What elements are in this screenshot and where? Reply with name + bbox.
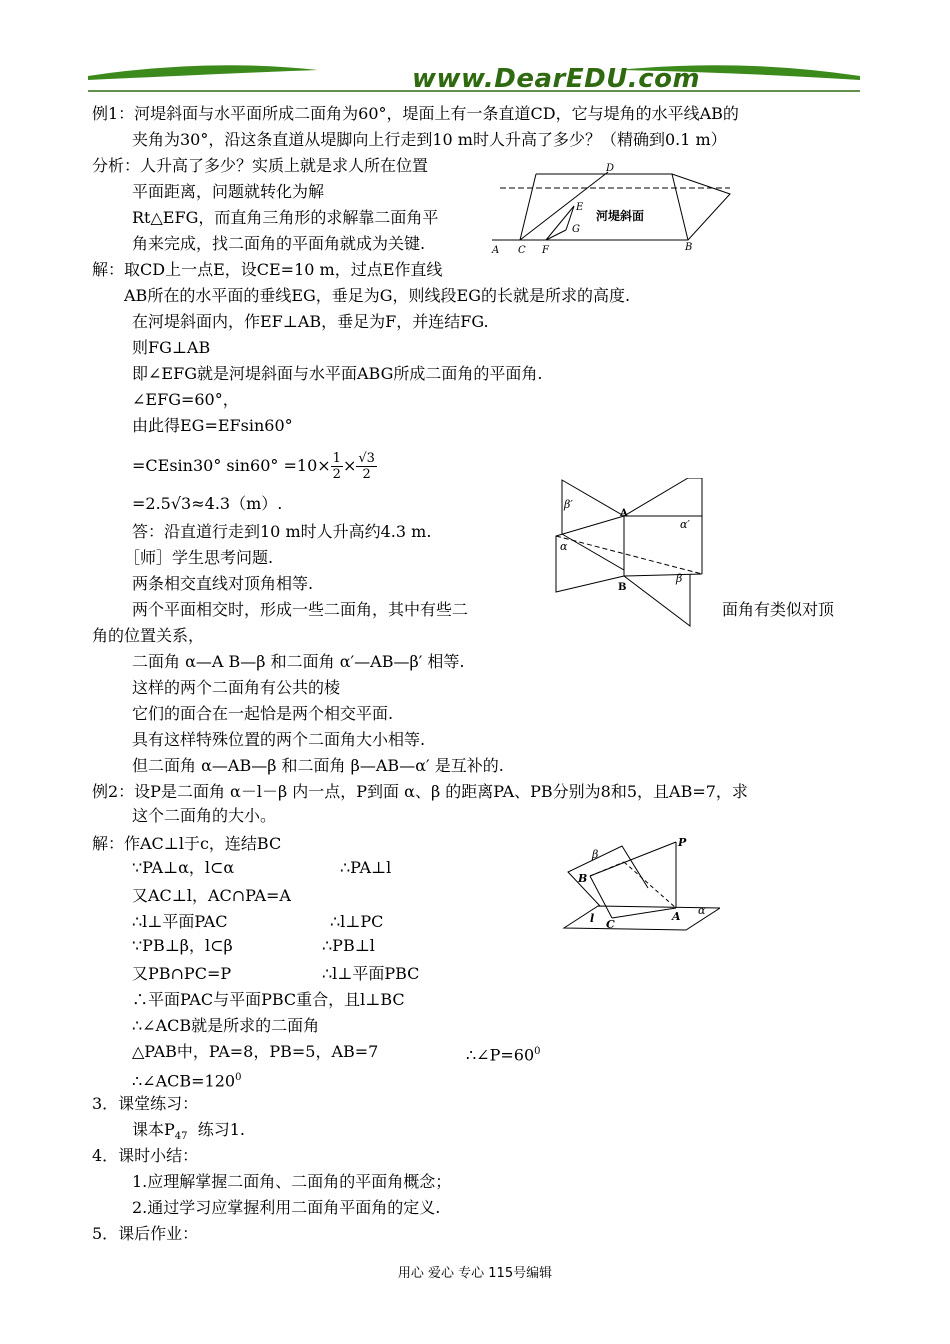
teacher-line-8: 具有这样特殊位置的两个二面角大小相等.: [132, 730, 426, 749]
ex2-solution-6a: 又PB∩PC=P: [132, 964, 232, 983]
fig1-point-c: C: [518, 245, 526, 256]
fig1-point-d: D: [606, 163, 615, 174]
section-3-title: 3．课堂练习：: [92, 1094, 199, 1113]
ex2-solution-2a: ∵PA⊥α，l⊂α: [132, 858, 235, 877]
ex1-analysis-1: 分析：人升高了多少？实质上就是求人所在位置: [92, 156, 429, 175]
fraction-1-numerator: 1: [332, 451, 341, 466]
textbook-ref: 课本P: [132, 1120, 175, 1139]
section-5-title: 5．课后作业：: [92, 1224, 199, 1243]
ex1-solution-9: =2.5√3≈4.3（m）.: [132, 494, 283, 513]
fig3-point-p: P: [678, 836, 687, 849]
ex2-line-2: 这个二面角的大小。: [132, 806, 277, 825]
teacher-line-6: 这样的两个二面角有公共的棱: [132, 678, 341, 697]
ex2-solution-4b: ∴l⊥PC: [330, 912, 384, 931]
fig1-point-e: E: [576, 202, 584, 213]
ex2-solution-5a: ∵PB⊥β，l⊂β: [132, 936, 233, 955]
ex1-solution-8: [132, 446, 377, 486]
times-sign: ×: [342, 456, 357, 475]
ex2-solution-8: ∴∠ACB就是所求的二面角: [132, 1016, 320, 1035]
fig1-point-b: B: [685, 242, 693, 253]
exercise-ref: 练习1.: [187, 1120, 245, 1139]
ex1-answer: 答：沿直道行走到10 m时人升高约4.3 m.: [132, 522, 432, 541]
ex1-solution-1: 解：取CD上一点E，设CE=10 m，过点E作直线: [92, 260, 443, 279]
fig2-label-beta: β: [676, 572, 683, 585]
ex1-solution-7: 由此得EG=EFsin60°: [132, 416, 293, 435]
fig3-label-alpha: α: [698, 904, 706, 917]
ex1-solution-5: 即∠EFG就是河堤斜面与水平面ABG所成二面角的平面角.: [132, 364, 543, 383]
fig2-label-beta-prime: β′: [564, 498, 573, 511]
fraction-root3-over-2: [356, 451, 377, 482]
embankment-figure: [490, 160, 740, 260]
angle-acb-value: ∴∠ACB=120: [132, 1071, 236, 1091]
teacher-line-2: 两条相交直线对顶角相等.: [132, 574, 314, 593]
ex1-solution-3: 在河堤斜面内，作EF⊥AB，垂足为F，并连结FG.: [132, 312, 489, 331]
page-subscript: 47: [174, 1131, 188, 1143]
ex2-solution-9a: △PAB中，PA=8，PB=5，AB=7: [132, 1042, 379, 1061]
fraction-one-half: [331, 451, 343, 482]
ex2-solution-4a: ∴l⊥平面PAC: [132, 912, 228, 931]
teacher-line-3b: 面角有类似对顶: [722, 600, 835, 619]
fig1-point-a: A: [492, 245, 500, 256]
site-brand: www.DearEDU.com: [412, 64, 701, 94]
teacher-line-3a: 两个平面相交时，形成一些二面角，其中有些二: [132, 600, 469, 619]
site-header: [88, 58, 860, 98]
dihedral-point-figure: [560, 832, 720, 934]
fig2-label-alpha: α: [560, 540, 568, 553]
fig1-point-f: F: [542, 245, 549, 256]
ex2-solution-1: 解：作AC⊥l于c，连结BC: [92, 834, 282, 853]
fig3-label-beta: β: [592, 848, 599, 861]
ex2-solution-7: ∴平面PAC与平面PBC重合，且l⊥BC: [132, 990, 405, 1009]
ex2-solution-6b: ∴l⊥平面PBC: [322, 964, 420, 983]
ex1-analysis-4: 角来完成，找二面角的平面角就成为关键.: [132, 234, 426, 253]
teacher-line-7: 它们的面合在一起恰是两个相交平面.: [132, 704, 394, 723]
degree-mark: 0: [534, 1046, 541, 1057]
fig2-label-alpha-prime: α′: [680, 518, 690, 531]
fraction-2-numerator: √3: [358, 451, 375, 466]
fig2-point-b: B: [618, 582, 627, 593]
ex2-solution-9b: [466, 1042, 541, 1065]
teacher-line-9: 但二面角 α—AB—β 和二面角 β—AB—α′ 是互补的.: [132, 756, 504, 775]
angle-p-value: ∴∠P=60: [466, 1045, 535, 1065]
fig1-label: 河堤斜面: [596, 209, 645, 223]
ex1-solution-2: AB所在的水平面的垂线EG，垂足为G，则线段EG的长就是所求的高度.: [124, 286, 631, 305]
ex2-solution-3: 又AC⊥l，AC∩PA=A: [132, 886, 291, 905]
ex1-analysis-2: 平面距离，问题就转化为解: [132, 182, 325, 201]
teacher-line-4: 角的位置关系，: [92, 626, 205, 645]
section-4-title: 4．课时小结：: [92, 1146, 199, 1165]
ex1-formula-text: =CEsin30° sin60° =10×: [132, 456, 331, 475]
section-4-item-2: 2.通过学习应掌握利用二面角平面角的定义.: [132, 1198, 441, 1217]
section-4-item-1: 1.应理解掌握二面角、二面角的平面角概念；: [132, 1172, 452, 1191]
ex2-solution-2b: ∴PA⊥l: [340, 858, 392, 877]
fig3-point-a: A: [672, 910, 681, 923]
ex2-solution-5b: ∴PB⊥l: [322, 936, 375, 955]
page-footer: 用心 爱心 专心 115号编辑: [397, 1266, 553, 1281]
ex1-solution-4: 则FG⊥AB: [132, 338, 211, 357]
ex1-line-2: 夹角为30°，沿这条直道从堤脚向上行走到10 m时人升高了多少？（精确到0.1 m）: [132, 130, 727, 149]
ex1-line-1: 例1：河堤斜面与水平面所成二面角为60°，堤面上有一条直道CD，它与堤角的水平线AB的: [92, 104, 739, 123]
intersecting-planes-figure: [552, 478, 708, 628]
fig3-line-l: l: [590, 912, 595, 925]
degree-mark: 0: [235, 1072, 242, 1083]
ex1-analysis-3: Rt△EFG，而直角三角形的求解靠二面角平: [132, 208, 439, 227]
teacher-line-5: 二面角 α—A B—β 和二面角 α′—AB—β′ 相等.: [132, 652, 465, 671]
fig3-point-b: B: [578, 872, 588, 885]
ex2-solution-10: [132, 1068, 241, 1091]
ex1-solution-6: ∠EFG=60°，: [132, 390, 239, 409]
teacher-line-1: ［师］学生思考问题.: [124, 548, 274, 567]
fig3-point-c: C: [606, 918, 615, 931]
ex2-line-1: 例2：设P是二面角 α－l－β 内一点，P到面 α、β 的距离PA、PB分别为8和5，且AB=7，求: [92, 782, 748, 801]
fig1-point-g: G: [572, 224, 580, 235]
section-3-body: [132, 1120, 245, 1147]
fraction-1-denominator: 2: [332, 467, 341, 482]
fraction-2-denominator: 2: [362, 467, 371, 482]
fig2-point-a: A: [620, 508, 628, 519]
